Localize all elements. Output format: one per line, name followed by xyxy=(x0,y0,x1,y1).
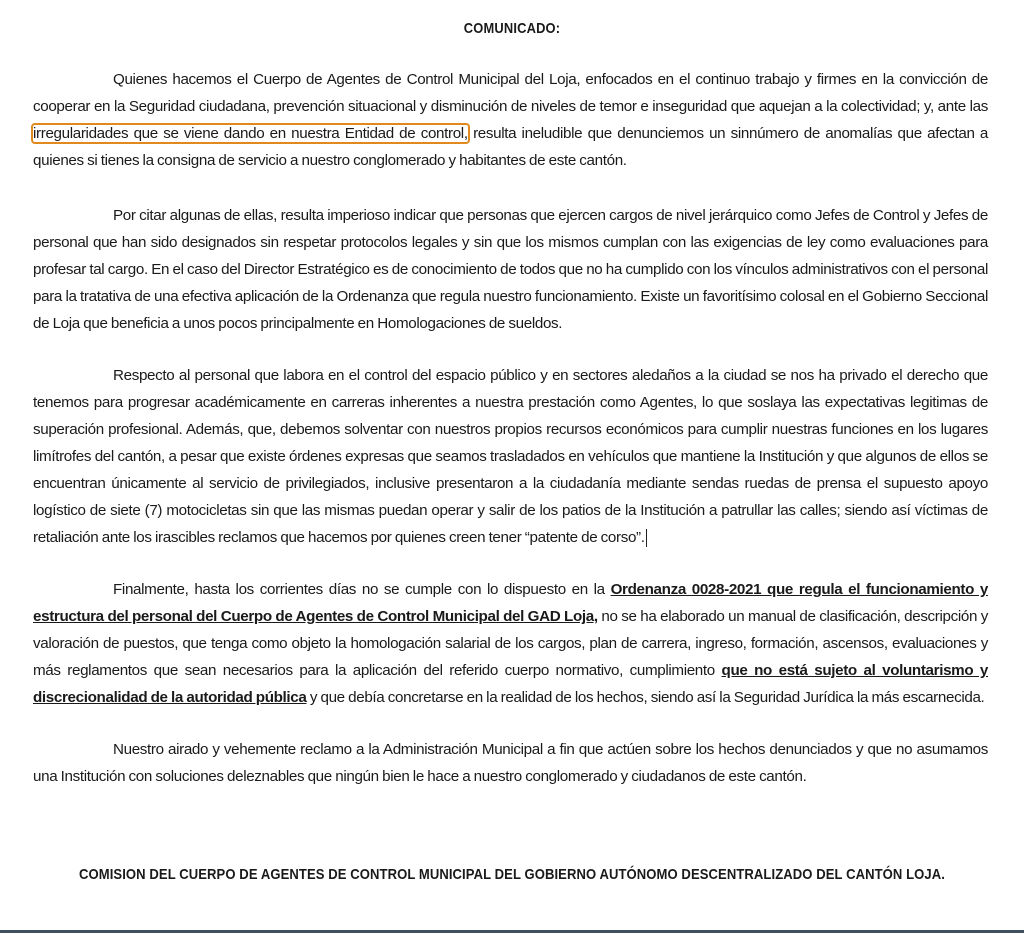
paragraph-4-text-a: Finalmente, hasta los corrientes días no se cumple con lo dispuesto en la xyxy=(113,581,611,598)
emphasis-phrase: que no está sujeto al voluntarismo y discrecionalidad de la autoridad pública xyxy=(33,662,988,706)
paragraph-4 xyxy=(33,576,988,711)
paragraph-1 xyxy=(33,66,988,174)
paragraph-1-text-b: resulta ineludible que denunciemos un sinnúmero de anomalías que afectan a quienes si tienes la consigna de servicio a nuestro conglomerado y habitantes de este cantón. xyxy=(33,125,988,169)
highlighted-selection[interactable]: irregularidades que se viene dando en nuestra Entidad de control, xyxy=(33,125,468,142)
paragraph-1-text-a: Quienes hacemos el Cuerpo de Agentes de Control Municipal del Loja, enfocados en el continuo trabajo y firmes en la convicción de cooperar en la Seguridad ciudadana, prevención situacional y disminución de niveles de temor e inseguridad que aquejan a la colectividad; y, ante las xyxy=(33,71,988,115)
paragraph-5: Nuestro airado y vehemente reclamo a la Administración Municipal a fin que actúen sobre los hechos denunciados y que no asumamos una Institución con soluciones deleznables que ningún bien le hace a nuestro conglomerado y ciudadanos de este cantón. xyxy=(33,741,988,785)
signature-line: COMISION DEL CUERPO DE AGENTES DE CONTROL MUNICIPAL DEL GOBIERNO AUTÓNOMO DESCENTRALIZADO DEL CANTÓN LOJA. xyxy=(79,866,945,883)
paragraph-4-text-b: no se ha elaborado un manual de clasificación, descripción y valoración de puestos, que tenga como objeto la homologación salarial de los cargos, plan de carrera, ingreso, formación, ascensos, evaluaciones y más reglamentos que sean necesarios para la aplicación del referido cuerpo normativo, cumplimiento xyxy=(33,608,988,679)
paragraph-2: Por citar algunas de ellas, resulta imperioso indicar que personas que ejercen cargos de nivel jerárquico como Jefes de Control y Jefes de personal que han sido designados sin respetar protocolos legales y sin que los mismos cumplan con las exigencias de ley como evaluaciones para profesar tal cargo. En el caso del Director Estratégico es de conocimiento de todos que no ha cumplido con los vínculos administrativos con el personal para la tratativa de una efectiva aplicación de la Ordenanza que regula nuestro funcionamiento. Existe un favoritísimo colosal en el Gobierno Seccional de Loja que beneficia a unos pocos principalmente en Homologaciones de sueldos. xyxy=(33,207,988,332)
paragraph-3 xyxy=(33,362,988,551)
ordinance-reference: Ordenanza 0028-2021 que regula el funcionamiento y estructura del personal del Cuerpo de Agentes de Control Municipal del GAD Loja, xyxy=(33,581,988,625)
paragraph-3-text: Respecto al personal que labora en el control del espacio público y en sectores aledaños a la ciudad se nos ha privado el derecho que tenemos para progresar académicamente en carreras inherentes a nuestra prestación como Agentes, lo que soslaya las expectativas legitimas de superación profesional. Además, que, debemos solventar con nuestros propios recursos económicos para cumplir nuestras funciones en los lugares limítrofes del cantón, a pesar que existe órdenes expresas que seamos trasladados en vehículos que mantiene la Institución y que algunos de ellos se encuentran únicamente al servicio de privilegiados, inclusive presentaron a la ciudadanía mediante sendas ruedas de prensa el supuesto apoyo logístico de siete (7) motocicletas sin que las mismas puedan operar y salir de los patios de la Institución a patrullar las calles; siendo así víctimas de retaliación ante los irascibles reclamos que hacemos por quienes creen tener “patente de corso”. xyxy=(33,367,988,546)
document-title: COMUNICADO: xyxy=(463,20,561,37)
paragraph-4-text-c: y que debía concretarse en la realidad de los hechos, siendo así la Seguridad Jurídica la más escarnecida. xyxy=(306,689,985,706)
text-cursor xyxy=(646,529,647,547)
